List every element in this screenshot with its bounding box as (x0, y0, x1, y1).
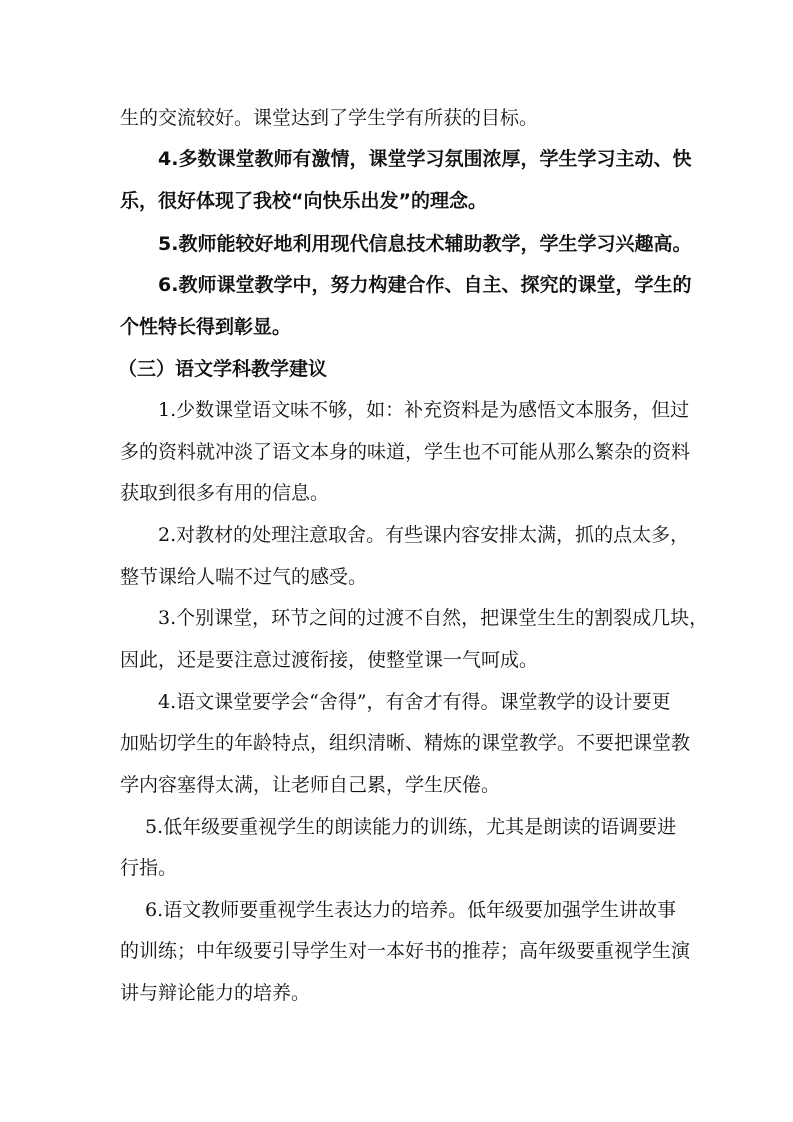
paragraph-line: 6.语文教师要重视学生表达力的培养。低年级要加强学生讲故事 (145, 899, 677, 921)
paragraph-line: 讲与辩论能力的培养。 (120, 982, 311, 1004)
paragraph-line: 加贴切学生的年龄特点，组织清晰、精炼的课堂教学。不要把课堂教 (120, 732, 691, 754)
paragraph-line: 行指。 (120, 857, 178, 879)
paragraph-line: 多的资料就冲淡了语文本身的味道，学生也不可能从那么繁杂的资料 (120, 441, 691, 463)
paragraph-line: 1.少数课堂语文味不够，如：补充资料是为感悟文本服务，但过 (158, 399, 690, 421)
paragraph-line: 5.低年级要重视学生的朗读能力的训练，尤其是朗读的语调要进 (145, 816, 677, 838)
paragraph-line: 乐，很好体现了我校“向快乐出发”的理念。 (120, 190, 487, 212)
paragraph-line: 的训练；中年级要引导学生对一本好书的推荐；高年级要重视学生演 (120, 940, 691, 962)
paragraph-line: 4.多数课堂教师有激情，课堂学习氛围浓厚，学生学习主动、快 (158, 148, 692, 170)
paragraph-line: 因此，还是要注意过渡衔接，使整堂课一气呵成。 (120, 649, 539, 671)
paragraph-line: 个性特长得到彰显。 (120, 316, 292, 338)
paragraph-line: 6.教师课堂教学中，努力构建合作、自主、探究的课堂，学生的 (158, 274, 692, 296)
paragraph-line: 获取到很多有用的信息。 (120, 482, 330, 504)
paragraph-line: 生的交流较好。课堂达到了学生学有所获的目标。 (120, 107, 539, 129)
section-heading: （三）语文学科教学建议 (118, 358, 328, 380)
paragraph-line: 3.个别课堂，环节之间的过渡不自然，把课堂生生的割裂成几块， (158, 607, 709, 629)
paragraph-line: 4.语文课堂要学会“舍得”，有舍才有得。课堂教学的设计要更 (158, 691, 671, 713)
paragraph-line: 5.教师能较好地利用现代信息技术辅助教学，学生学习兴趣高。 (158, 233, 692, 255)
paragraph-line: 2.对教材的处理注意取舍。有些课内容安排太满，抓的点太多， (158, 524, 690, 546)
paragraph-line: 整节课给人喘不过气的感受。 (120, 566, 368, 588)
paragraph-line: 学内容塞得太满，让老师自己累，学生厌倦。 (120, 774, 501, 796)
